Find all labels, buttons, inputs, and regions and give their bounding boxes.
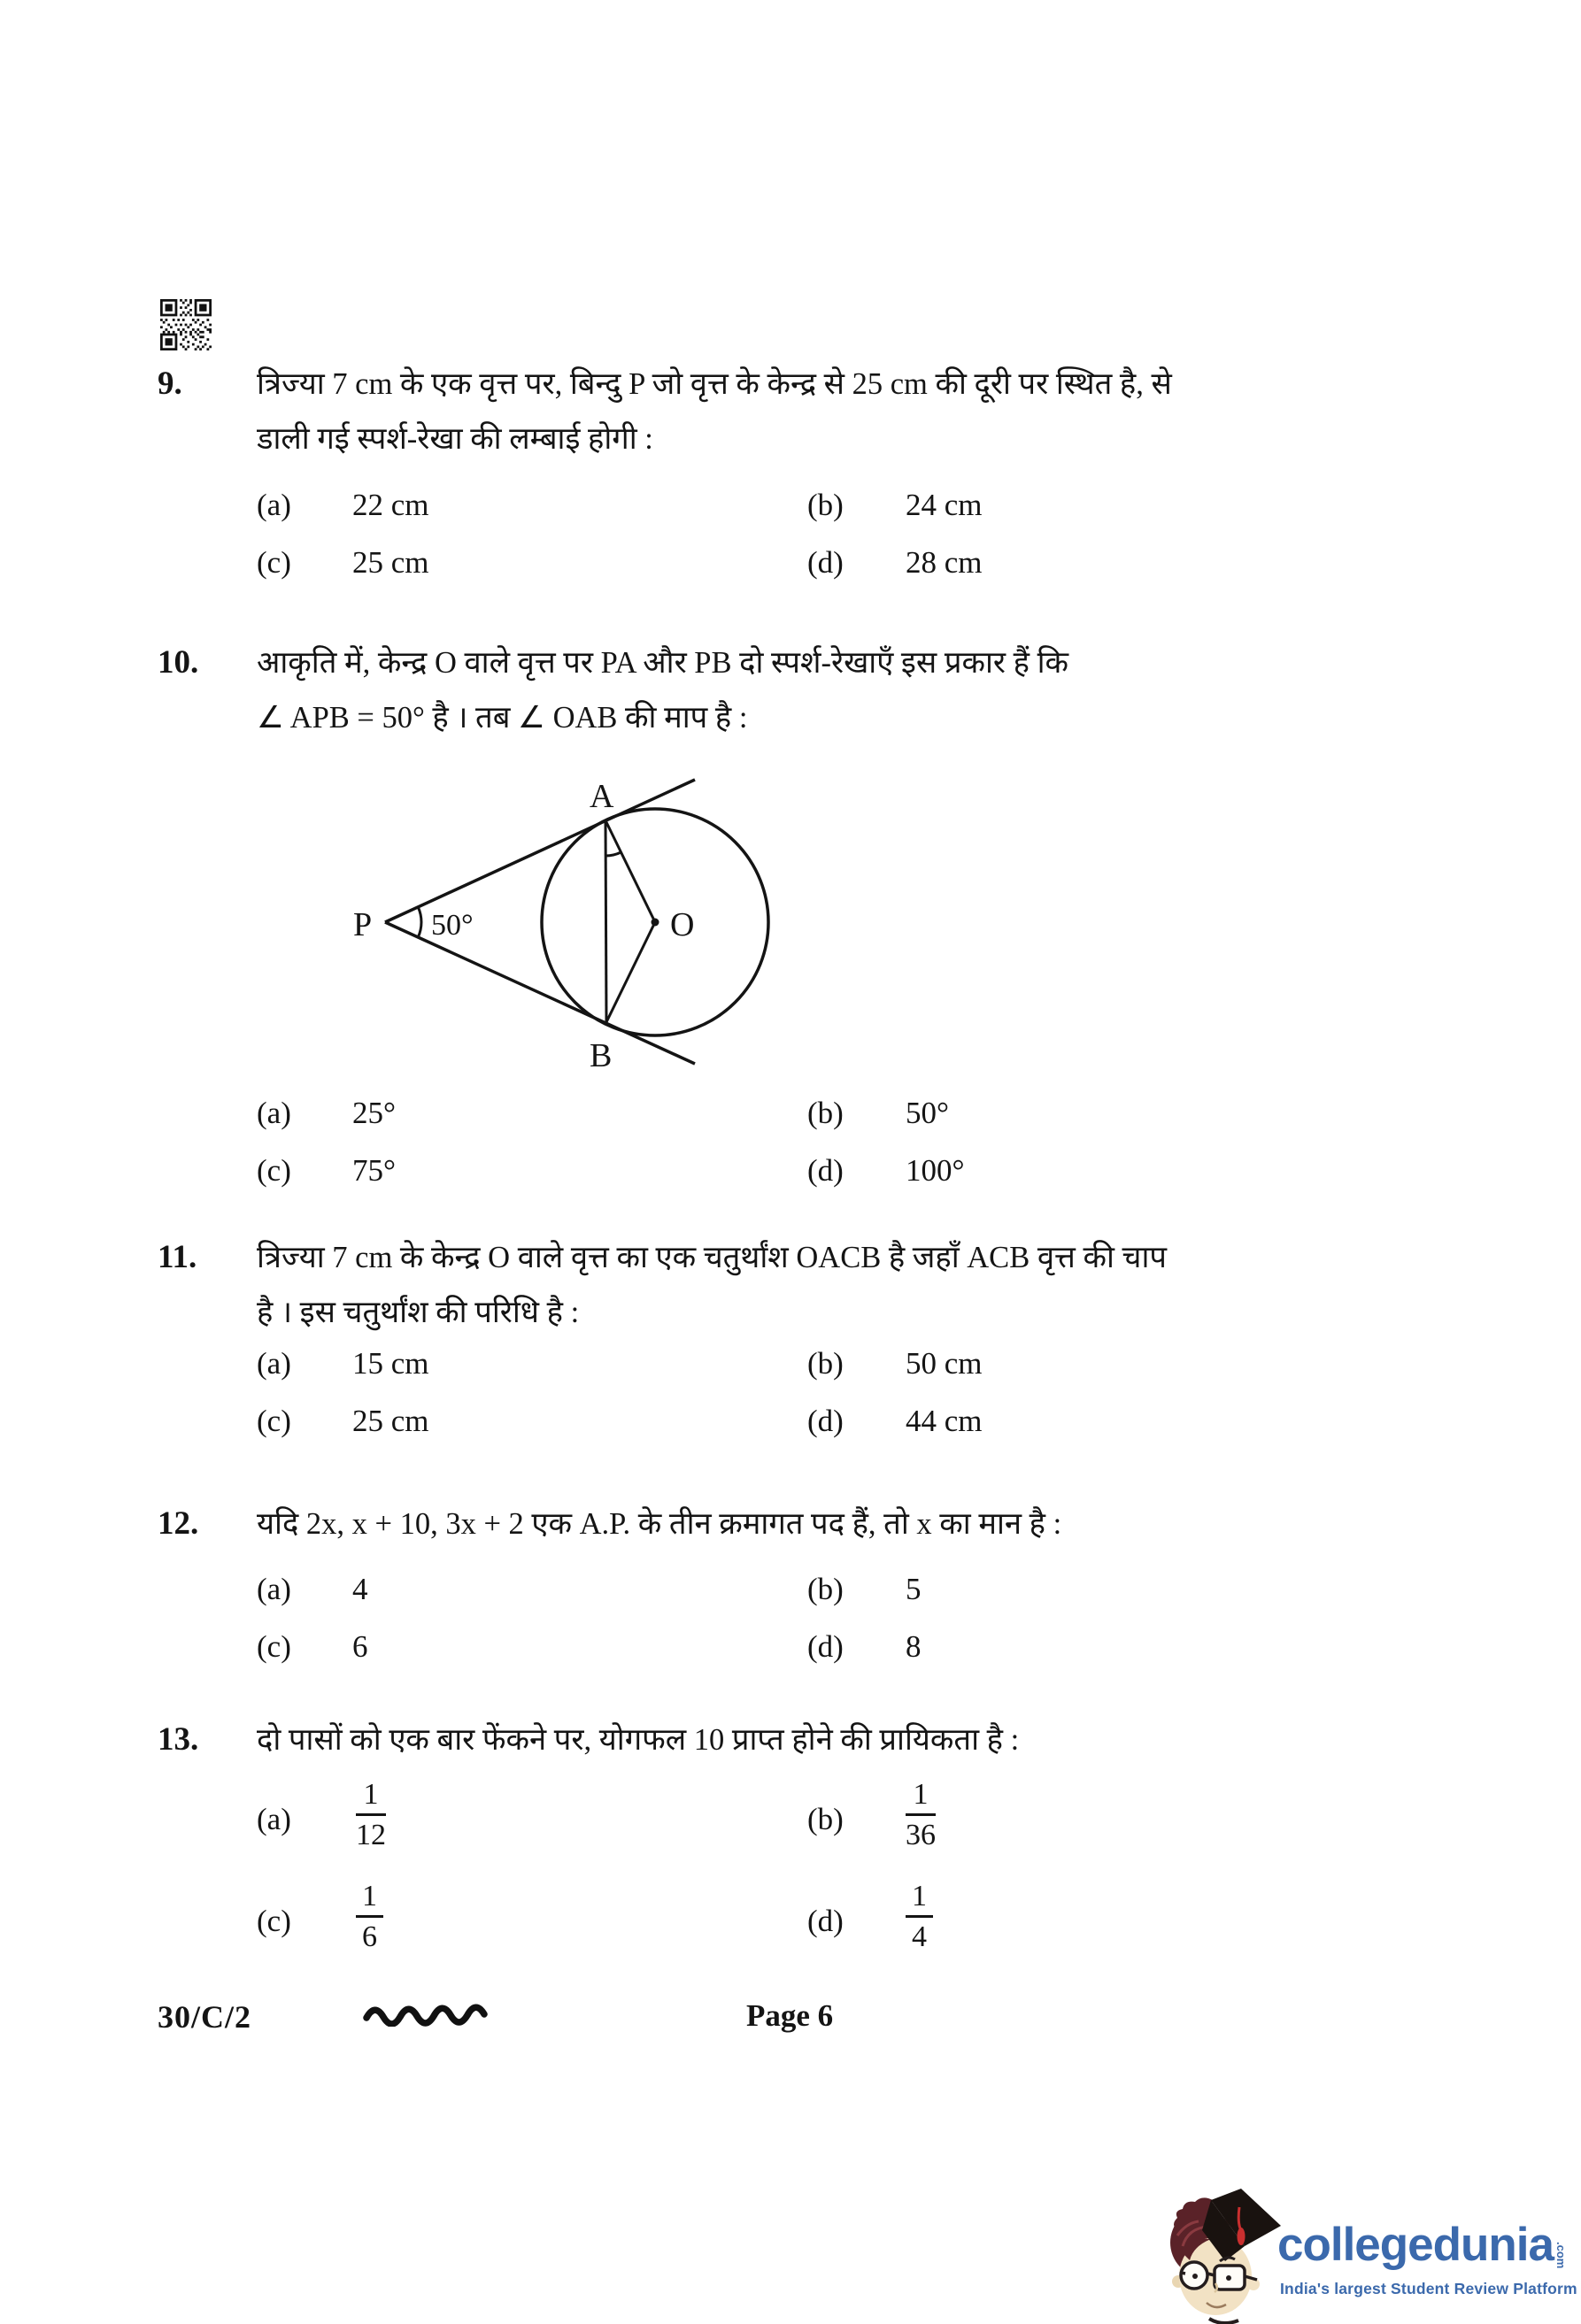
figure-label-p: P xyxy=(353,906,373,943)
fraction-denominator: 6 xyxy=(362,1920,377,1954)
brand-tagline: India's largest Student Review Platform xyxy=(1280,2280,1577,2297)
options-row xyxy=(257,485,1363,526)
figure-angle-label: 50° xyxy=(431,909,474,942)
question-text-line: दो पासों को एक बार फेंकने पर, योगफल 10 प्राप्त होने की प्रायिकता है : xyxy=(257,1723,1020,1757)
fraction-denominator: 12 xyxy=(356,1819,386,1852)
question-text-line: डाली गई स्पर्श-रेखा की लम्बाई होगी : xyxy=(257,422,653,456)
option-value: 28 cm xyxy=(906,545,983,580)
option-label: (d) xyxy=(807,545,844,580)
fraction-options-row xyxy=(257,1777,1363,1862)
option-value: 25° xyxy=(352,1096,396,1130)
options-row xyxy=(257,1150,1363,1191)
fraction-numerator: 1 xyxy=(356,1777,386,1816)
brand-text: collegedunia xyxy=(1277,2219,1554,2271)
figure-label-a: A xyxy=(590,778,614,815)
option-label: (d) xyxy=(807,1629,844,1664)
option-label: (a) xyxy=(257,1096,291,1130)
question-text-line: ∠ APB = 50° है । तब ∠ OAB की माप है : xyxy=(257,701,748,735)
circle-tangents-figure xyxy=(350,761,775,1080)
option-label: (b) xyxy=(807,1096,844,1130)
question-text-line: यदि 2x, x + 10, 3x + 2 एक A.P. के तीन क्रमागत पद हैं, तो x का मान है : xyxy=(257,1507,1062,1541)
options-row xyxy=(257,543,1363,583)
tangent-pa xyxy=(385,780,695,922)
option-label: (a) xyxy=(257,1346,291,1381)
option-value: 100° xyxy=(906,1153,965,1188)
question-number: 12. xyxy=(158,1505,199,1542)
option-value: 25 cm xyxy=(352,545,429,580)
option-label: (b) xyxy=(807,1346,844,1381)
options-row xyxy=(257,1401,1363,1442)
chord-ab xyxy=(605,820,606,1022)
question-text-line: है । इस चतुर्थांश की परिधि है : xyxy=(257,1296,580,1329)
question-number: 13. xyxy=(158,1721,199,1758)
option-value: 50 cm xyxy=(906,1346,983,1381)
radius-ob xyxy=(606,922,655,1022)
option-value: 25 cm xyxy=(352,1404,429,1438)
fraction-numerator: 1 xyxy=(906,1879,933,1918)
option-label: (a) xyxy=(257,1802,291,1836)
collegedunia-mascot xyxy=(1165,2184,1282,2324)
figure-label-b: B xyxy=(590,1037,613,1074)
option-label: (d) xyxy=(807,1904,844,1938)
radius-oa xyxy=(605,820,655,922)
options-row xyxy=(257,1343,1363,1384)
fraction-numerator: 1 xyxy=(906,1777,936,1816)
option-label: (d) xyxy=(807,1404,844,1438)
question-number: 11. xyxy=(158,1239,197,1275)
option-label: (b) xyxy=(807,1802,844,1836)
fraction-denominator: 4 xyxy=(912,1920,927,1954)
options-row xyxy=(257,1569,1363,1610)
brand-tld: .com xyxy=(1554,2242,1568,2269)
wave-separator xyxy=(361,2004,494,2027)
option-fraction xyxy=(356,1777,386,1853)
figure-label-o: O xyxy=(670,906,695,943)
question-text-line: आकृति में, केन्द्र O वाले वृत्त पर PA और PB दो स्पर्श-रेखाएँ इस प्रकार हैं कि xyxy=(257,646,1068,680)
angle-arc-p xyxy=(418,907,421,937)
option-label: (c) xyxy=(257,545,291,580)
fraction-denominator: 36 xyxy=(906,1819,936,1852)
angle-arc-a xyxy=(605,852,621,856)
mascot-chin-shadow xyxy=(1209,2319,1238,2323)
option-value: 8 xyxy=(906,1629,922,1664)
option-value: 15 cm xyxy=(352,1346,429,1381)
qr-code xyxy=(160,298,212,351)
question-number: 10. xyxy=(158,644,199,681)
mascot-eye-left xyxy=(1192,2274,1198,2279)
option-value: 75° xyxy=(352,1153,396,1188)
paper-code: 30/C/2 xyxy=(158,1999,252,2035)
option-value: 5 xyxy=(906,1572,922,1606)
option-value: 4 xyxy=(352,1572,368,1606)
option-value: 24 cm xyxy=(906,488,983,522)
option-label: (d) xyxy=(807,1153,844,1188)
center-dot xyxy=(652,919,659,927)
option-fraction xyxy=(906,1879,933,1955)
option-label: (b) xyxy=(807,488,844,522)
mascot-eye-right xyxy=(1226,2275,1231,2281)
option-label: (a) xyxy=(257,488,291,522)
option-label: (b) xyxy=(807,1572,844,1606)
options-row xyxy=(257,1093,1363,1134)
tangent-pb xyxy=(385,922,695,1064)
option-label: (c) xyxy=(257,1629,291,1664)
option-label: (a) xyxy=(257,1572,291,1606)
option-value: 6 xyxy=(352,1629,368,1664)
question-number: 9. xyxy=(158,366,182,402)
options-row xyxy=(257,1627,1363,1667)
option-label: (c) xyxy=(257,1904,291,1938)
mascot-tassel xyxy=(1238,2228,1246,2245)
question-text-line: त्रिज्या 7 cm के केन्द्र O वाले वृत्त का एक चतुर्थांश OACB है जहाँ ACB वृत्त की चाप xyxy=(257,1241,1167,1274)
fraction-options-row xyxy=(257,1879,1363,1964)
option-value: 22 cm xyxy=(352,488,429,522)
page-number: Page 6 xyxy=(746,1998,834,2033)
option-value: 50° xyxy=(906,1096,949,1130)
question-text-line: त्रिज्या 7 cm के एक वृत्त पर, बिन्दु P जो वृत्त के केन्द्र से 25 cm की दूरी पर स्थित है, से xyxy=(257,367,1172,401)
option-fraction xyxy=(906,1777,936,1853)
option-fraction xyxy=(356,1879,383,1955)
option-label: (c) xyxy=(257,1153,291,1188)
fraction-numerator: 1 xyxy=(356,1879,383,1918)
option-value: 44 cm xyxy=(906,1404,983,1438)
option-label: (c) xyxy=(257,1404,291,1438)
